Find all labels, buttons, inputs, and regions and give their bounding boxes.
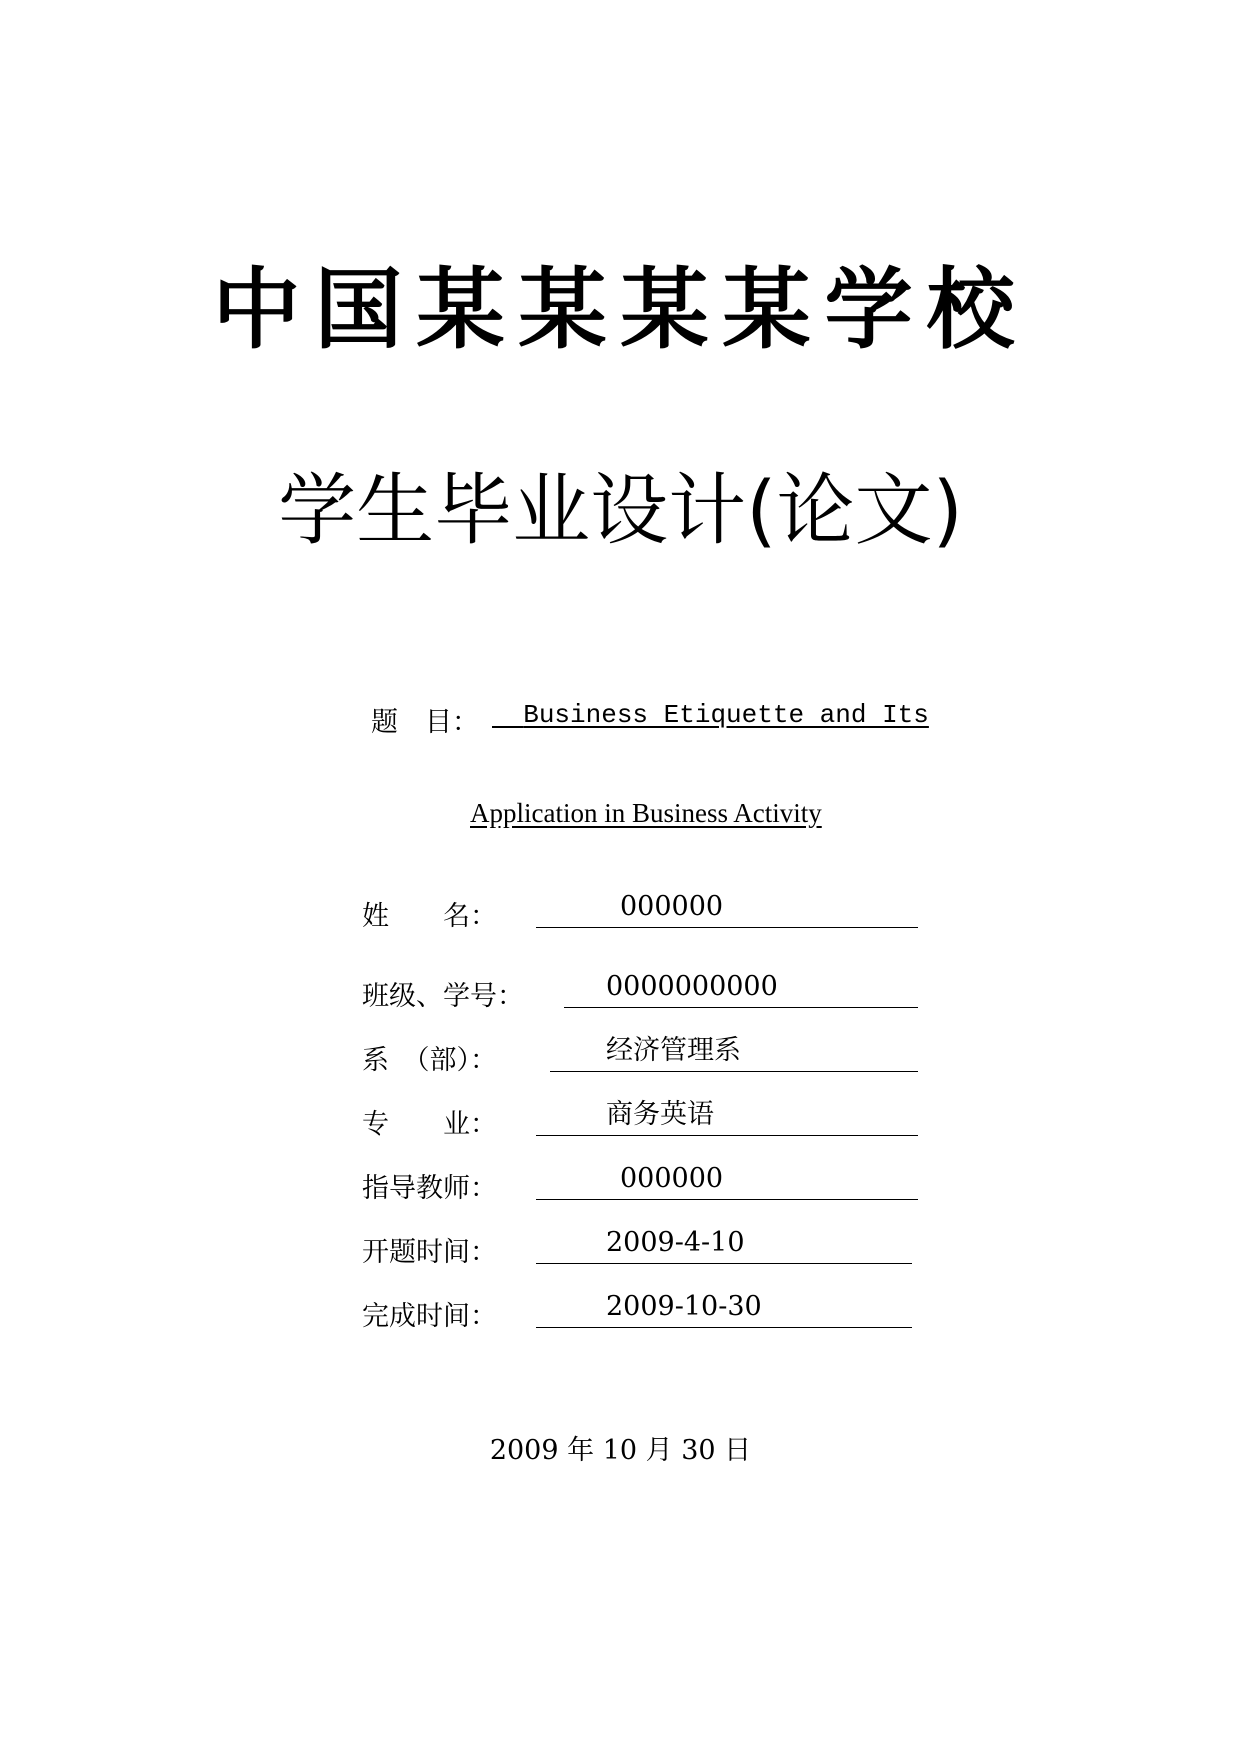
major-label: 专 业： <box>362 1109 497 1140</box>
class-id-label: 班级、学号： <box>362 981 524 1012</box>
advisor-label: 指导教师： <box>362 1173 497 1204</box>
name-value: 000000 <box>536 892 918 928</box>
school-name: 中国某某某某学校 <box>212 257 1029 361</box>
cover-date: 2009 年 10 月 30 日 <box>489 1435 752 1466</box>
major-value: 商务英语 <box>536 1100 918 1136</box>
end-time-value: 2009-10-30 <box>536 1292 912 1328</box>
department-value: 经济管理系 <box>550 1036 918 1072</box>
advisor-value: 000000 <box>536 1164 918 1200</box>
thesis-type-title: 学生毕业设计(论文) <box>278 466 963 556</box>
topic-label: 题 目： <box>371 707 479 738</box>
class-id-value: 0000000000 <box>564 972 918 1008</box>
name-label: 姓 名： <box>362 901 497 932</box>
department-label: 系 （部）： <box>362 1045 497 1076</box>
start-time-value: 2009-4-10 <box>536 1228 912 1264</box>
topic-value-line2: Application in Business Activity <box>470 798 822 828</box>
end-time-label: 完成时间： <box>362 1301 497 1332</box>
start-time-label: 开题时间： <box>362 1237 497 1268</box>
topic-value-line1: Business Etiquette and Its <box>523 700 929 730</box>
